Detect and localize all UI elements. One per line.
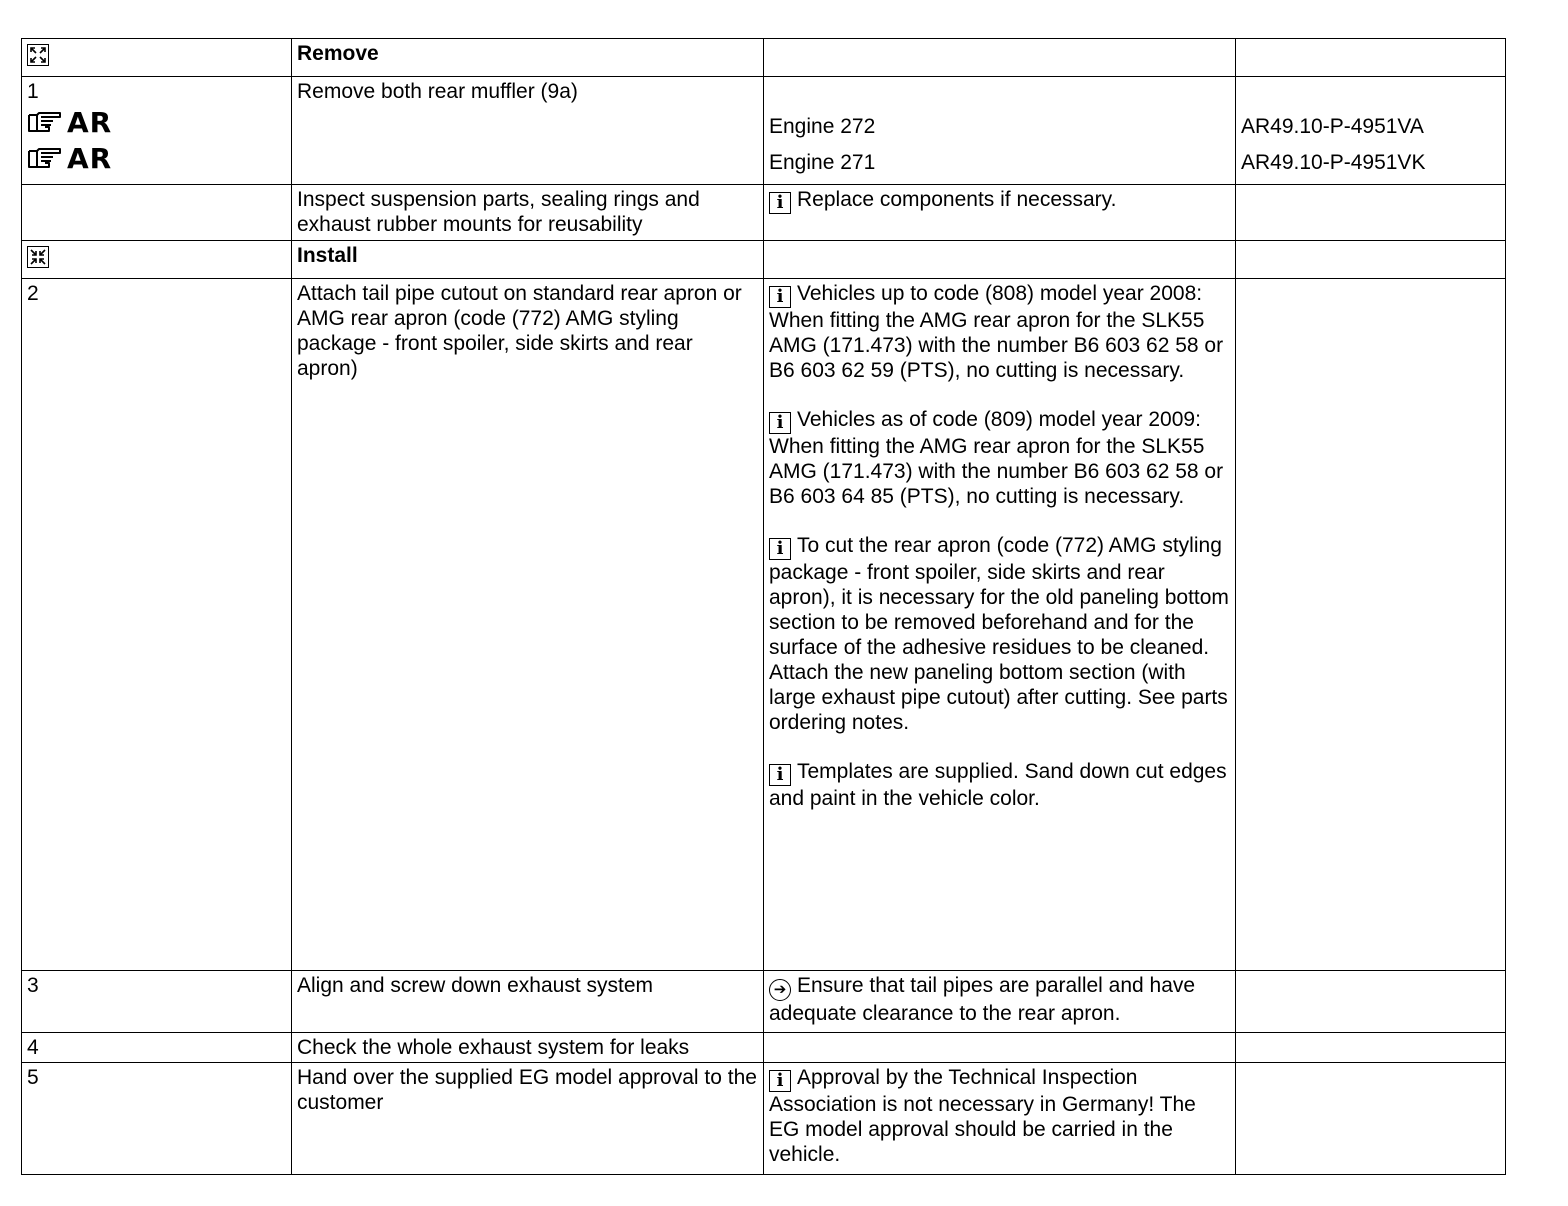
info-icon: i <box>769 286 791 308</box>
pointing-hand-icon <box>27 145 63 171</box>
step-1-document-cell <box>1236 77 1506 185</box>
note-text: To cut the rear apron (code (772) AMG styling package - front spoiler, side skirts and rear apron), it is necessary for the old paneling bottom section to be removed beforehand and for the surface of the adhesive residues to be cleaned. Attach the new paneling bottom section (with large exhaust pipe cutout) after cutting. See parts ordering notes. <box>769 534 1229 734</box>
empty-cell <box>1236 279 1506 971</box>
ar-label: AR <box>67 141 113 175</box>
empty-cell <box>1236 1033 1506 1063</box>
empty-cell <box>1236 39 1506 77</box>
note-text: Approval by the Technical Inspection Association is not necessary in Germany! The EG model approval should be carried in the vehicle. <box>769 1066 1196 1166</box>
step-action: Attach tail pipe cutout on standard rear apron or AMG rear apron (code (772) AMG styling package - front spoiler, side skirts and rear apron) <box>297 282 742 380</box>
step-5-row <box>22 1063 1506 1175</box>
step-5-note-cell <box>764 1063 1236 1175</box>
note-text: When fitting the AMG rear apron for the SLK55 AMG (171.473) with the number B6 603 62 58 or B6 603 64 85 (PTS), no cutting is necessary. <box>769 435 1224 508</box>
note-text: When fitting the AMG rear apron for the SLK55 AMG (171.473) with the number B6 603 62 58 or B6 603 62 59 (PTS), no cutting is necessary. <box>769 309 1224 382</box>
engine-condition: Engine 271 <box>769 151 876 174</box>
ar-reference-1[interactable] <box>27 104 286 140</box>
step-3-note-cell <box>764 971 1236 1033</box>
pointing-hand-icon <box>27 109 63 135</box>
step-1-row <box>22 77 1506 185</box>
note-block <box>769 281 1230 383</box>
step-3-action-cell <box>292 971 764 1033</box>
step-action: Remove both rear muffler (9a) <box>297 80 578 103</box>
step-2-row <box>22 279 1506 971</box>
document-link[interactable]: AR49.10-P-4951VA <box>1241 115 1424 138</box>
note-text: Templates are supplied. Sand down cut edges and paint in the vehicle color. <box>769 760 1227 810</box>
note-heading: Vehicles as of code (809) model year 2009: <box>797 408 1201 431</box>
step-number: 1 <box>27 80 39 103</box>
ar-label: AR <box>67 105 113 139</box>
note-text: Ensure that tail pipes are parallel and have adequate clearance to the rear apron. <box>769 974 1196 1025</box>
empty-cell <box>1236 185 1506 241</box>
note-block <box>769 407 1230 509</box>
empty-cell <box>1236 971 1506 1033</box>
empty-cell <box>764 1033 1236 1063</box>
step-4-action-cell <box>292 1033 764 1063</box>
step-action: Check the whole exhaust system for leaks <box>297 1036 690 1059</box>
step-1-number-cell <box>22 77 292 185</box>
step-action: Hand over the supplied EG model approval to the customer <box>297 1066 757 1114</box>
remove-title-cell <box>292 39 764 77</box>
engine-condition: Engine 272 <box>769 115 876 138</box>
step-3-number-cell <box>22 971 292 1033</box>
info-icon: i <box>769 538 791 560</box>
collapse-arrows-icon <box>27 246 49 268</box>
remove-icon-cell <box>22 39 292 77</box>
ar-reference-2[interactable] <box>27 140 286 176</box>
empty-cell <box>764 241 1236 279</box>
procedure-table <box>21 38 1506 1175</box>
info-icon: i <box>769 192 791 214</box>
info-icon: i <box>769 764 791 786</box>
step-action: Align and screw down exhaust system <box>297 974 654 997</box>
empty-cell <box>764 39 1236 77</box>
note-block <box>769 533 1230 735</box>
step-5-number-cell <box>22 1063 292 1175</box>
install-icon-cell <box>22 241 292 279</box>
install-title: Install <box>297 244 358 267</box>
step-action: Inspect suspension parts, sealing rings and exhaust rubber mounts for reusability <box>297 188 700 236</box>
remove-header-row <box>22 39 1506 77</box>
step-5-action-cell <box>292 1063 764 1175</box>
step-number: 3 <box>27 974 39 997</box>
step-1-condition-cell <box>764 77 1236 185</box>
install-title-cell <box>292 241 764 279</box>
step-3-row <box>22 971 1506 1033</box>
inspect-action-cell <box>292 185 764 241</box>
step-1-action-cell <box>292 77 764 185</box>
step-number: 5 <box>27 1066 39 1089</box>
note-heading: Vehicles up to code (808) model year 2008: <box>797 282 1203 305</box>
empty-cell <box>22 185 292 241</box>
note-text: Replace components if necessary. <box>797 188 1117 211</box>
info-icon: i <box>769 1070 791 1092</box>
expand-arrows-icon <box>27 44 49 66</box>
install-header-row <box>22 241 1506 279</box>
empty-cell <box>1236 241 1506 279</box>
info-icon: i <box>769 412 791 434</box>
step-4-number-cell <box>22 1033 292 1063</box>
note-block <box>769 759 1230 811</box>
document-link[interactable]: AR49.10-P-4951VK <box>1241 151 1426 174</box>
step-2-notes-cell <box>764 279 1236 971</box>
inspect-row <box>22 185 1506 241</box>
step-2-number-cell <box>22 279 292 971</box>
inspect-note-cell <box>764 185 1236 241</box>
remove-title: Remove <box>297 42 379 65</box>
step-4-row <box>22 1033 1506 1063</box>
caution-icon: ➔ <box>769 979 791 1001</box>
step-number: 4 <box>27 1036 39 1059</box>
step-2-action-cell <box>292 279 764 971</box>
empty-cell <box>1236 1063 1506 1175</box>
step-number: 2 <box>27 282 39 305</box>
